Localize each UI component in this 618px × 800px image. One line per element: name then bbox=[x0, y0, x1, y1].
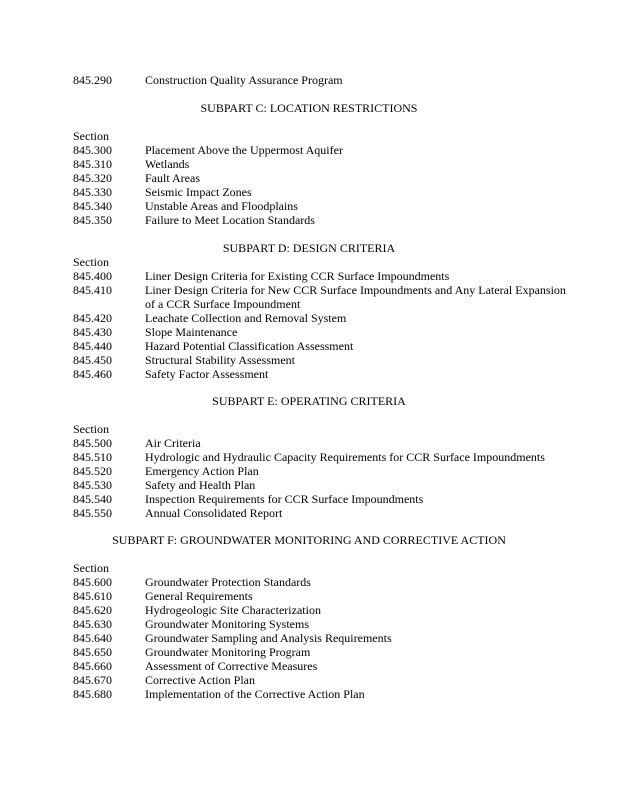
toc-row bbox=[73, 478, 573, 492]
section-number: 845.680 bbox=[73, 687, 112, 701]
section-number: 845.610 bbox=[73, 589, 112, 603]
section-number: 845.600 bbox=[73, 575, 112, 589]
section-number: 845.520 bbox=[73, 464, 112, 478]
section-title: Wetlands bbox=[145, 157, 190, 171]
section-number: 845.310 bbox=[73, 157, 112, 171]
section-title: Air Criteria bbox=[145, 436, 201, 450]
section-label: Section bbox=[73, 422, 109, 436]
toc-row bbox=[73, 673, 573, 687]
section-number: 845.660 bbox=[73, 659, 112, 673]
section-number: 845.630 bbox=[73, 617, 112, 631]
toc-row bbox=[73, 506, 573, 520]
toc-row bbox=[73, 492, 573, 506]
table-of-contents bbox=[73, 73, 573, 701]
spacer bbox=[73, 227, 573, 241]
section-title: Fault Areas bbox=[145, 171, 200, 185]
toc-row bbox=[73, 283, 573, 311]
section-title: Hydrogeologic Site Characterization bbox=[145, 603, 321, 617]
section-number: 845.530 bbox=[73, 478, 112, 492]
section-number: 845.410 bbox=[73, 283, 112, 297]
spacer bbox=[73, 408, 573, 422]
section-title: Corrective Action Plan bbox=[145, 673, 255, 687]
toc-row bbox=[73, 269, 573, 283]
section-title: Annual Consolidated Report bbox=[145, 506, 283, 520]
section-label: Section bbox=[73, 129, 109, 143]
toc-row bbox=[73, 575, 573, 589]
subpart-heading: SUBPART F: GROUNDWATER MONITORING AND CORRECTIVE ACTION bbox=[112, 533, 506, 547]
toc-row bbox=[73, 367, 573, 381]
toc-row bbox=[73, 617, 573, 631]
subpart-heading: SUBPART D: DESIGN CRITERIA bbox=[222, 241, 396, 255]
spacer bbox=[73, 115, 573, 129]
spacer bbox=[73, 547, 573, 561]
spacer bbox=[73, 381, 573, 394]
section-number: 845.450 bbox=[73, 353, 112, 367]
toc-row bbox=[73, 339, 573, 353]
section-title: Hazard Potential Classification Assessment bbox=[145, 339, 354, 353]
section-number: 845.650 bbox=[73, 645, 112, 659]
section-number: 845.420 bbox=[73, 311, 112, 325]
toc-row bbox=[73, 73, 573, 87]
subpart-heading: SUBPART C: LOCATION RESTRICTIONS bbox=[200, 101, 418, 115]
section-title: Groundwater Sampling and Analysis Requirements bbox=[145, 631, 392, 645]
section-title: General Requirements bbox=[145, 589, 253, 603]
section-number: 845.290 bbox=[73, 73, 112, 87]
spacer bbox=[73, 520, 573, 533]
section-title: Unstable Areas and Floodplains bbox=[145, 199, 298, 213]
section-title: Safety Factor Assessment bbox=[145, 367, 269, 381]
section-number: 845.540 bbox=[73, 492, 112, 506]
section-title: Hydrologic and Hydraulic Capacity Requirements for CCR Surface Impoundments bbox=[145, 450, 545, 464]
section-number: 845.350 bbox=[73, 213, 112, 227]
toc-row bbox=[73, 631, 573, 645]
section-title: Emergency Action Plan bbox=[145, 464, 259, 478]
section-title: Liner Design Criteria for New CCR Surface Impoundments and Any Lateral Expansion of a CCR Surface Impoundment bbox=[145, 283, 566, 311]
section-title: Construction Quality Assurance Program bbox=[145, 73, 343, 87]
toc-row bbox=[73, 325, 573, 339]
section-number: 845.510 bbox=[73, 450, 112, 464]
toc-row bbox=[73, 659, 573, 673]
section-number: 845.300 bbox=[73, 143, 112, 157]
toc-row bbox=[73, 589, 573, 603]
section-number: 845.400 bbox=[73, 269, 112, 283]
section-title: Groundwater Monitoring Systems bbox=[145, 617, 309, 631]
section-title: Safety and Health Plan bbox=[145, 478, 256, 492]
section-title: Structural Stability Assessment bbox=[145, 353, 295, 367]
section-number: 845.330 bbox=[73, 185, 112, 199]
toc-row bbox=[73, 311, 573, 325]
toc-row bbox=[73, 157, 573, 171]
section-title: Assessment of Corrective Measures bbox=[145, 659, 318, 673]
section-number: 845.620 bbox=[73, 603, 112, 617]
section-label: Section bbox=[73, 255, 109, 269]
toc-row bbox=[73, 436, 573, 450]
section-title: Groundwater Monitoring Program bbox=[145, 645, 311, 659]
toc-row bbox=[73, 199, 573, 213]
toc-row bbox=[73, 353, 573, 367]
toc-row bbox=[73, 687, 573, 701]
toc-row bbox=[73, 213, 573, 227]
toc-row bbox=[73, 603, 573, 617]
toc-row bbox=[73, 171, 573, 185]
toc-row bbox=[73, 645, 573, 659]
section-title: Liner Design Criteria for Existing CCR Surface Impoundments bbox=[145, 269, 450, 283]
section-number: 845.460 bbox=[73, 367, 112, 381]
section-title: Seismic Impact Zones bbox=[145, 185, 252, 199]
section-number: 845.670 bbox=[73, 673, 112, 687]
section-label: Section bbox=[73, 561, 109, 575]
section-title: Placement Above the Uppermost Aquifer bbox=[145, 143, 343, 157]
section-number: 845.550 bbox=[73, 506, 112, 520]
subpart-heading: SUBPART E: OPERATING CRITERIA bbox=[212, 394, 406, 408]
toc-row bbox=[73, 185, 573, 199]
toc-row bbox=[73, 450, 573, 464]
section-number: 845.430 bbox=[73, 325, 112, 339]
spacer bbox=[73, 87, 573, 101]
section-number: 845.440 bbox=[73, 339, 112, 353]
section-number: 845.500 bbox=[73, 436, 112, 450]
toc-row bbox=[73, 464, 573, 478]
section-title: Slope Maintenance bbox=[145, 325, 238, 339]
section-number: 845.640 bbox=[73, 631, 112, 645]
section-title: Failure to Meet Location Standards bbox=[145, 213, 315, 227]
section-title: Leachate Collection and Removal System bbox=[145, 311, 347, 325]
section-title: Groundwater Protection Standards bbox=[145, 575, 311, 589]
section-number: 845.320 bbox=[73, 171, 112, 185]
section-title: Implementation of the Corrective Action Plan bbox=[145, 687, 365, 701]
toc-row bbox=[73, 143, 573, 157]
section-title: Inspection Requirements for CCR Surface Impoundments bbox=[145, 492, 424, 506]
section-number: 845.340 bbox=[73, 199, 112, 213]
